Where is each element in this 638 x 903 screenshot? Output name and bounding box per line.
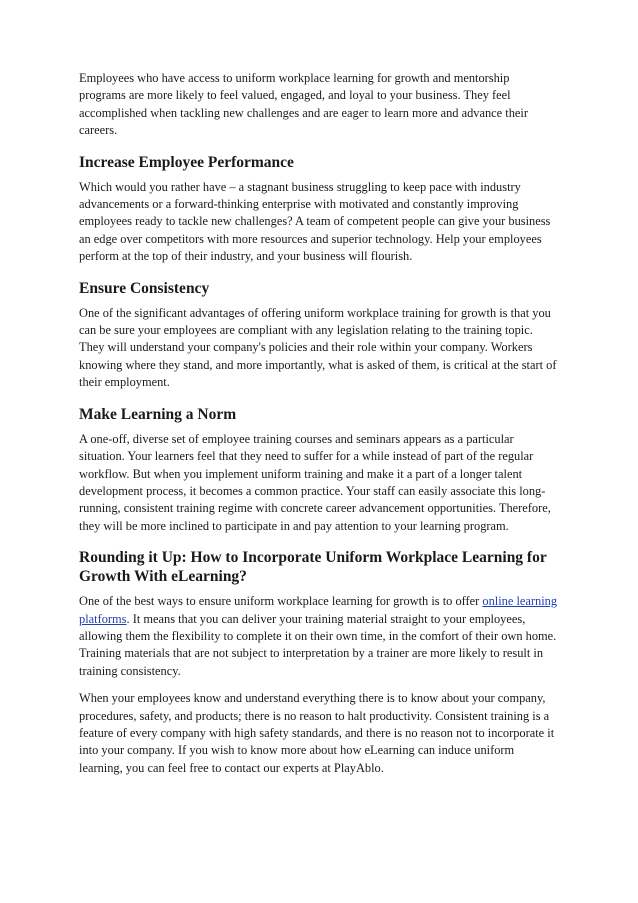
paragraph-make-learning-a-norm: A one-off, diverse set of employee training courses and seminars appears as a particular situation. Your learners feel that they need to suffer for a while instead of part of the regular workflow. But when you implement uniform training and make it a part of a longer talent development process, it becomes a common practice. Your staff can easily associate this long-running, consistent training regime with concrete career advancement opportunities. Therefore, they will be more inclined to participate in and pay attention to your learning program. bbox=[79, 431, 551, 533]
heading-ensure-consistency: Ensure Consistency bbox=[79, 279, 210, 297]
paragraph-text-after-link: . It means that you can deliver your training material straight to your employees, allowing them the flexibility to complete it on their own time, in the comfort of their own home. Training materials that are not subject to interpretation by a trainer are more likely to result in training consistency. bbox=[79, 611, 557, 678]
intro-paragraph: Employees who have access to uniform workplace learning for growth and mentorship programs are more likely to feel valued, engaged, and loyal to your business. They feel accomplished when tackling new challenges and are eager to learn more and advance their careers. bbox=[79, 71, 528, 138]
heading-rounding-it-up: Rounding it Up: How to Incorporate Uniform Workplace Learning for Growth With eLearning? bbox=[79, 549, 547, 586]
online-learning-platforms-link[interactable]: online learning platforms bbox=[79, 594, 558, 626]
paragraph-ensure-consistency: One of the significant advantages of offering uniform workplace training for growth is that you can be sure your employees are compliant with any legislation relating to the training topic. They will understand your company's policies and their role within your company. Workers knowing where they stand, and more importantly, what is asked of them, is critical at the start of their employment. bbox=[79, 305, 557, 390]
heading-make-learning-a-norm: Make Learning a Norm bbox=[79, 405, 237, 423]
paragraph-increase-employee-performance: Which would you rather have – a stagnant business struggling to keep pace with industry advancements or a forward-thinking enterprise with motivated and constantly improving employees ready to tackle new challenges? A team of competent people can give your business an edge over competitors with more resources and superior technology. Help your employees perform at the top of their industry, and your business will flourish. bbox=[79, 179, 551, 264]
document-page bbox=[79, 70, 559, 787]
paragraph-closing: When your employees know and understand everything there is to know about your company, procedures, safety, and products; there is no reason to halt productivity. Consistent training is a feature of every company with high safety standards, and there is no reason not to incorporate it into your company. If you wish to know more about how eLearning can induce uniform learning, you can feel free to contact our experts at PlayAblo. bbox=[79, 691, 555, 775]
paragraph-rounding-it-up bbox=[79, 593, 559, 680]
paragraph-text-before-link: One of the best ways to ensure uniform workplace learning for growth is to offer bbox=[79, 594, 483, 609]
heading-increase-employee-performance: Increase Employee Performance bbox=[79, 153, 294, 171]
